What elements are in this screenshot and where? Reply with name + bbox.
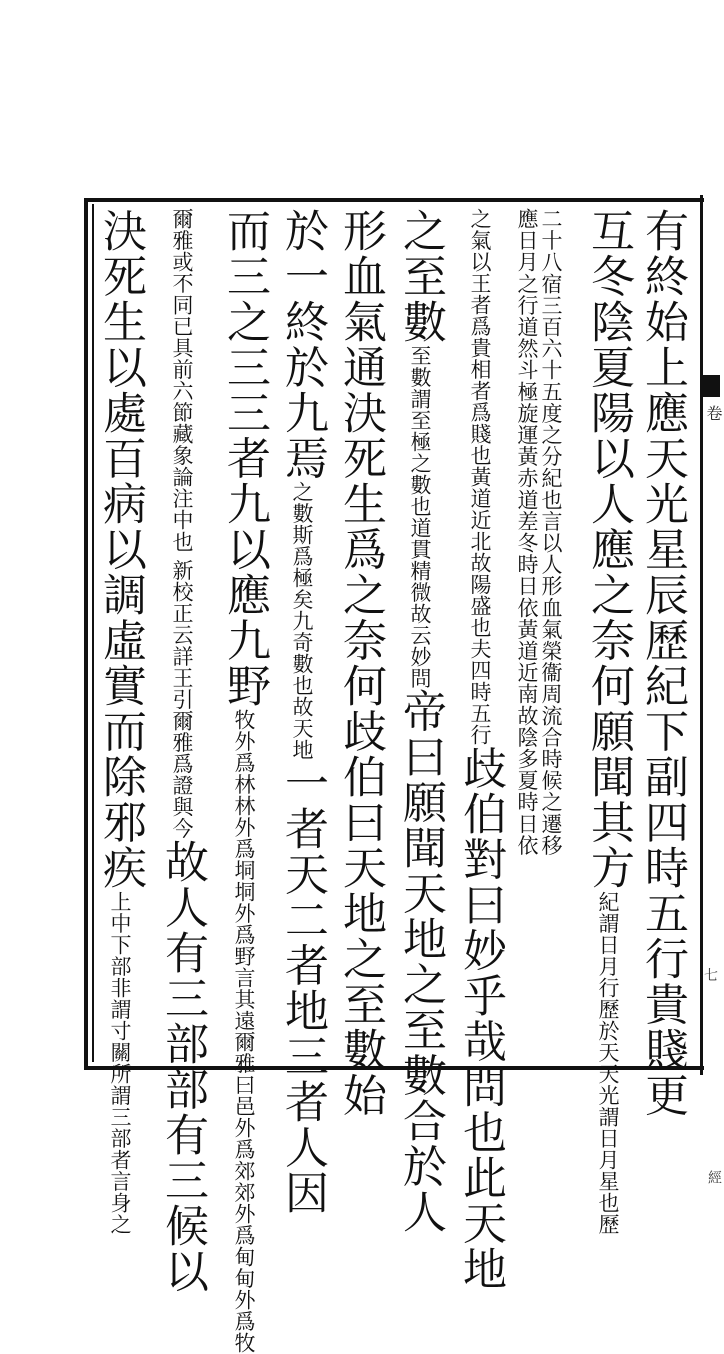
main-text: 決死生以處百病以調虛實而除邪疾 [95, 208, 146, 891]
fish-tail-mark [702, 375, 720, 397]
annotation-left: 牧外爲林林外爲垌垌外爲野言其遠 [232, 708, 256, 1031]
annotation-pair [233, 709, 255, 1354]
annotation-pair [109, 891, 131, 1235]
main-text: 歧伯對曰妙乎哉問也此天地 [455, 745, 506, 1292]
main-text: 而三之三三者九以應九野 [219, 208, 270, 709]
annotation-left: 之氣以王者爲貴相者爲賤也 [468, 208, 492, 466]
annotation-left: 上中下部非謂寸關 [108, 890, 132, 1063]
annotation-right: 道貫精微故云妙問 [408, 516, 432, 689]
text-column-2 [583, 208, 634, 1235]
main-text-tail: 帝曰願聞天地之至數合於人 [395, 688, 446, 1235]
text-column-3b: 應日月之行道然斗極旋運黃赤道差冬時日依黃道近南故陰多夏時日依 [515, 208, 539, 856]
text-column-9 [157, 208, 208, 1294]
main-text: 之至數 [395, 208, 446, 345]
text-column-8 [219, 208, 270, 1354]
binding-edge [700, 195, 723, 1184]
text-column-1 [637, 208, 688, 1118]
annotation-pair [469, 208, 491, 746]
annotation-right: 天光謂日月星也歷 [596, 1062, 620, 1235]
text-column-4 [455, 208, 506, 1292]
edge-text-1: 卷 [704, 405, 723, 421]
annotation-pair [597, 891, 619, 1235]
annotation-left: 之數斯爲極矣 [290, 481, 314, 610]
annotation-right: 也 新校正云詳王引爾雅爲證與今 [170, 530, 194, 839]
text-column-5 [395, 208, 446, 1235]
annotation-right: 黃道近北故陽盛也夫四時五行 [468, 466, 492, 746]
main-text: 有終始上應天光星辰歷紀下副四時五行貴賤更 [637, 208, 688, 1118]
binding-edge-bar [700, 195, 703, 1075]
text-column-7 [277, 208, 328, 1216]
main-text: 互冬陰夏陽以人應之奈何願聞其方 [583, 208, 634, 891]
edge-text-3: 經 [706, 1170, 722, 1184]
annotation-pair [409, 345, 431, 689]
text-column-3a: 二十八宿三百六十五度之分紀也言以人形血氣榮衞周流合時候之遷移 [539, 208, 563, 856]
main-text-tail: 一者天二者地三者人因 [277, 760, 328, 1216]
main-text: 形血氣通決死生爲之奈何歧伯曰天地之至數始 [335, 208, 386, 1118]
annotation-pair [291, 481, 313, 761]
annotation-right: 九奇數也故天地 [290, 610, 314, 761]
annotation-left: 爾雅或不同已具前六節藏象論注中 [170, 208, 194, 531]
annotation-left: 至數謂至極之數也 [408, 344, 432, 517]
annotation-pair [171, 208, 193, 839]
annotation-right: 爾雅曰邑外爲郊郊外爲甸甸外爲牧 [232, 1031, 256, 1354]
edge-text-2: 七 [704, 968, 718, 984]
annotation-right: 所謂三部者言身之 [108, 1062, 132, 1235]
border-inner-line [92, 204, 94, 1062]
text-column-10 [95, 208, 146, 1235]
main-text: 故人有三部部有三候以 [157, 838, 208, 1294]
main-text: 於一終於九焉 [277, 208, 328, 481]
annotation-left: 紀謂日月行歷於天 [596, 890, 620, 1063]
text-column-6 [335, 208, 386, 1118]
